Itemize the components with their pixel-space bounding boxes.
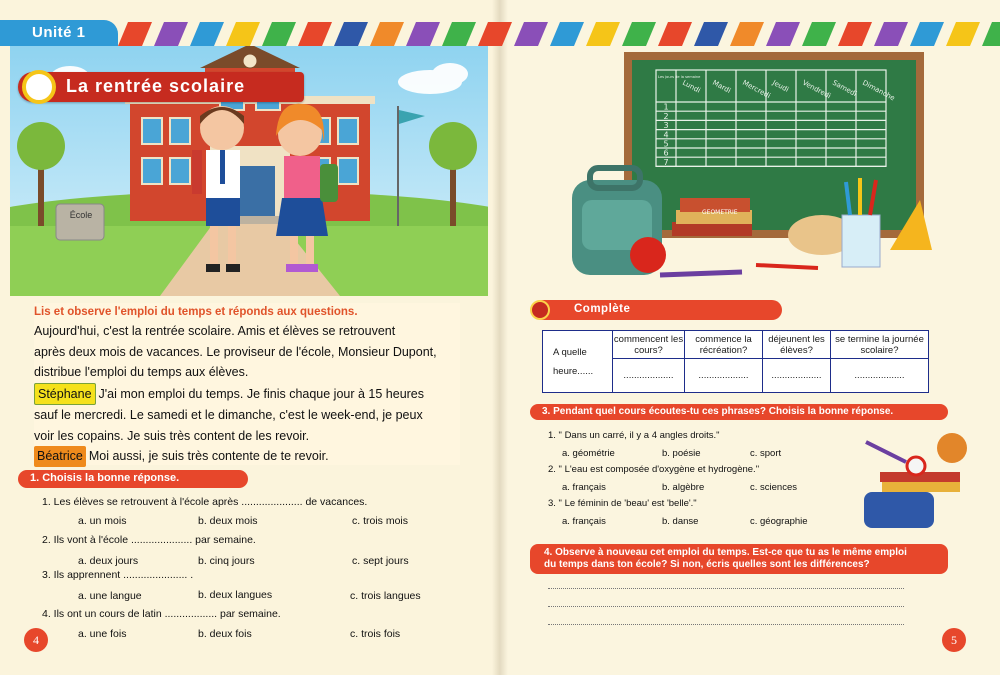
strip-segment — [982, 22, 1000, 46]
strip-segment — [910, 22, 944, 46]
row-label-1: A quelle — [553, 346, 587, 358]
ex3-q1: 1. " Dans un carré, il y a 4 angles droits." — [548, 430, 720, 441]
ex1-q4-c[interactable]: c. trois fois — [350, 628, 401, 640]
complete-bullet-icon — [530, 300, 550, 320]
answer-line-2[interactable] — [548, 606, 904, 607]
complete-title-bar — [532, 300, 782, 320]
board-hour-label: 1 — [663, 102, 669, 112]
board-day-label: Mardi — [711, 78, 733, 95]
ex1-q3-c[interactable]: c. trois langues — [350, 590, 421, 602]
strip-segment — [802, 22, 836, 46]
strip-segment — [730, 22, 764, 46]
ex1-q2-c[interactable]: c. sept jours — [352, 555, 409, 567]
ex3-q2-a[interactable]: a. français — [562, 482, 606, 493]
ex3-q2-c[interactable]: c. sciences — [750, 482, 797, 493]
ex1-q2: 2. Ils vont à l'école ..................... par semaine. — [42, 534, 256, 546]
answer-cell-3[interactable]: ................... — [763, 359, 831, 393]
reading-instruction: Lis et observe l'emploi du temps et réponds aux questions. — [34, 306, 358, 318]
book-gutter — [492, 0, 508, 675]
unit-label: Unité 1 — [0, 20, 118, 46]
exercise4-line-1: 4. Observe à nouveau cet emploi du temps. Est-ce que tu as le même emploi — [544, 547, 907, 558]
page-number-right: 5 — [942, 628, 966, 652]
board-day-label: Samedi — [831, 78, 858, 99]
answer-line-3[interactable] — [548, 624, 904, 625]
strip-segment — [154, 22, 188, 46]
ex3-q3-c[interactable]: c. géographie — [750, 516, 808, 527]
ex1-q1-c[interactable]: c. trois mois — [352, 515, 409, 527]
answer-cell-1[interactable]: ................... — [613, 359, 685, 393]
board-day-label: Lundi — [681, 78, 702, 95]
board-hour-label: 6 — [663, 148, 669, 158]
exercise4-title — [530, 544, 948, 574]
ex3-q3-b[interactable]: b. danse — [662, 516, 699, 527]
strip-segment — [550, 22, 584, 46]
exercise1-title: 1. Choisis la bonne réponse. — [18, 470, 248, 488]
apple-icon — [630, 237, 666, 273]
strip-segment — [478, 22, 512, 46]
strip-segment — [370, 22, 404, 46]
strip-segment — [658, 22, 692, 46]
ex3-q3-a[interactable]: a. français — [562, 516, 606, 527]
strip-segment — [406, 22, 440, 46]
ex3-q1-b[interactable]: b. poésie — [662, 448, 701, 459]
ex3-q2: 2. " L'eau est composée d'oxygène et hydrogène." — [548, 464, 760, 475]
board-day-label: Mercredi — [741, 78, 772, 101]
row-label-2: heure...... — [553, 365, 594, 377]
pen-icon — [660, 272, 742, 275]
book-label: GEOMETRIE — [702, 209, 738, 216]
strip-segment — [298, 22, 332, 46]
board-day-label: Dimanche — [861, 78, 897, 103]
speaker-beatrice: Béatrice — [34, 446, 86, 467]
col-header-2: commence la récréation? — [685, 331, 763, 359]
ex1-q1-b[interactable]: b. deux mois — [198, 515, 258, 527]
strip-segment — [838, 22, 872, 46]
reading-line-1: Aujourd'hui, c'est la rentrée scolaire. Amis et élèves se retrouvent — [34, 324, 396, 338]
reading-line-3: distribue l'emploi du temps aux élèves. — [34, 365, 249, 379]
strip-segment — [442, 22, 476, 46]
school-supplies-illustration — [856, 432, 974, 532]
strip-segment — [514, 22, 548, 46]
strip-segment — [190, 22, 224, 46]
ex3-q2-b[interactable]: b. algèbre — [662, 482, 705, 493]
strip-segment — [334, 22, 368, 46]
strip-segment — [946, 22, 980, 46]
ex3-q3: 3. " Le féminin de 'beau' est 'belle'." — [548, 498, 697, 509]
strip-segment — [226, 22, 260, 46]
pencil-cup-icon — [842, 215, 880, 267]
ex1-q4-a[interactable]: a. une fois — [78, 628, 127, 640]
board-hour-label: 2 — [663, 111, 669, 121]
ex3-q1-a[interactable]: a. géométrie — [562, 448, 615, 459]
stephane-line-1: J'ai mon emploi du temps. Je finis chaque jour à 15 heures — [98, 386, 425, 401]
strip-segment — [874, 22, 908, 46]
ex1-q2-b[interactable]: b. cinq jours — [198, 555, 255, 567]
lesson-title-text: La rentrée scolaire — [66, 76, 246, 96]
complete-title: Complète — [574, 303, 631, 315]
strip-segment — [586, 22, 620, 46]
board-hour-label: 7 — [663, 157, 669, 167]
strip-segment — [118, 22, 152, 46]
answer-cell-2[interactable]: ................... — [685, 359, 763, 393]
board-day-label: Jeudi — [771, 78, 791, 94]
ex1-q3: 3. Ils apprennent ...................... . — [42, 569, 194, 581]
complete-table — [542, 330, 929, 393]
answer-line-1[interactable] — [548, 588, 904, 589]
ex1-q4: 4. Ils ont un cours de latin .................. par semaine. — [42, 608, 281, 620]
strip-segment — [622, 22, 656, 46]
exercise4-line-2: du temps dans ton école? Si non, écris quelles sont les différences? — [544, 559, 870, 570]
ex1-q2-a[interactable]: a. deux jours — [78, 555, 139, 567]
board-hour-label: 3 — [663, 121, 669, 131]
col-header-1: commencent les cours? — [613, 331, 685, 359]
reading-box — [34, 303, 460, 465]
header-color-strip — [0, 22, 1000, 46]
ex1-q1-a[interactable]: a. un mois — [78, 515, 127, 527]
books-icon — [672, 198, 752, 236]
board-day-label: Vendredi — [801, 78, 833, 101]
title-bullet-icon — [22, 70, 56, 104]
stephane-line-2: sauf le mercredi. Le samedi et le dimanche, c'est le week-end, je peux — [34, 408, 423, 422]
strip-segment — [262, 22, 296, 46]
exercise3-title: 3. Pendant quel cours écoutes-tu ces phrases? Choisis la bonne réponse. — [530, 404, 948, 420]
ex1-q4-b[interactable]: b. deux fois — [198, 628, 252, 640]
stephane-line-3: voir les copains. Je suis très content de les revoir. — [34, 428, 310, 443]
board-corner-label: Les jours de la semaine — [658, 75, 701, 79]
reading-line-2: après deux mois de vacances. Le proviseur de l'école, Monsieur Dupont, — [34, 344, 437, 359]
lesson-title — [18, 72, 304, 102]
beatrice-line: Moi aussi, je suis très contente de te revoir. — [88, 449, 329, 463]
blackboard-illustration — [560, 50, 960, 285]
row-label-cell — [543, 331, 613, 393]
ecole-sign-text: École — [69, 210, 93, 220]
strip-segment — [766, 22, 800, 46]
ex3-q1-c[interactable]: c. sport — [750, 448, 782, 459]
pencil-icon — [756, 265, 818, 268]
strip-segment — [694, 22, 728, 46]
col-header-4: se termine la journée scolaire? — [831, 331, 929, 359]
page-number-left: 4 — [24, 628, 48, 652]
ex1-q1: 1. Les élèves se retrouvent à l'école après ..................... de vacances. — [42, 496, 368, 508]
board-hour-label: 5 — [663, 139, 669, 149]
ex1-q3-a[interactable]: a. une langue — [78, 590, 142, 602]
col-header-3: déjeunent les élèves? — [763, 331, 831, 359]
board-hour-label: 4 — [663, 130, 669, 140]
speaker-stephane: Stéphane — [34, 383, 96, 406]
answer-cell-4[interactable]: ................... — [831, 359, 929, 393]
ex1-q3-b[interactable]: b. deux langues — [198, 589, 273, 601]
